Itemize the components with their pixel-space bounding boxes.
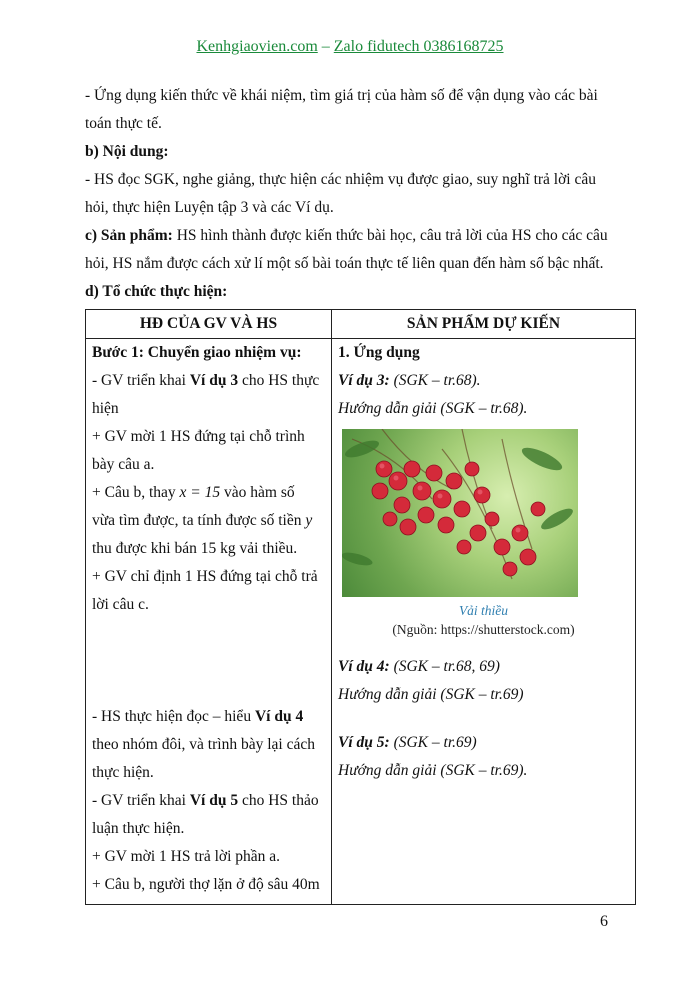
left-line: + GV mời 1 HS đứng tại chỗ trình xyxy=(92,428,305,445)
intro-block xyxy=(85,82,625,306)
step1-heading: Bước 1: Chuyển giao nhiệm vụ: xyxy=(92,344,302,361)
contact-link[interactable]: Zalo fidutech 0386168725 xyxy=(333,38,504,55)
left-line xyxy=(92,703,325,731)
example-ref: Ví dụ 3 xyxy=(189,372,239,389)
product-line-2: hỏi, HS nắm được cách xử lí một số bài toán thực tế liên quan đến hàm số bậc nhất. xyxy=(85,255,604,272)
content-line-2: hỏi, thực hiện Luyện tập 3 và các Ví dụ. xyxy=(85,199,334,216)
table-row xyxy=(86,339,636,905)
left-line: thực hiện. xyxy=(92,764,154,781)
left-line: bày câu a. xyxy=(92,456,155,473)
content-line-1: - HS đọc SGK, nghe giảng, thực hiện các nhiệm vụ được giao, suy nghĩ trả lời câu xyxy=(85,171,597,188)
activities-cell xyxy=(86,339,332,905)
example3-guide: Hướng dẫn giải (SGK – tr.68). xyxy=(338,400,528,417)
objective-line-1: - Ứng dụng kiến thức về khái niệm, tìm giá trị của hàm số để vận dụng vào các bài xyxy=(85,87,598,104)
example5-guide: Hướng dẫn giải (SGK – tr.69). xyxy=(338,762,528,779)
math-variable: y xyxy=(305,512,313,529)
spacer xyxy=(338,639,629,653)
example3-ref: (SGK – tr.68). xyxy=(389,372,481,389)
left-line: + GV mời 1 HS trả lời phần a. xyxy=(92,848,281,865)
product-text: HS hình thành được kiến thức bài học, câu trả lời của HS cho các câu xyxy=(172,227,608,244)
product-label: c) Sản phẩm: xyxy=(85,227,173,244)
page-number: 6 xyxy=(600,913,608,930)
example4-label: Ví dụ 4: xyxy=(338,658,390,675)
example3-line xyxy=(338,367,629,395)
example5-label: Ví dụ 5: xyxy=(338,734,390,751)
left-line: hiện xyxy=(92,400,119,417)
section-heading: 1. Ứng dụng xyxy=(338,344,420,361)
photo-caption xyxy=(338,601,629,639)
example4-ref: (SGK – tr.68, 69) xyxy=(389,658,500,675)
left-line xyxy=(92,367,325,395)
left-line: thu được khi bán 15 kg vải thiều. xyxy=(92,540,298,557)
photo-title: Vải thiều xyxy=(458,603,509,618)
organization-heading: d) Tổ chức thực hiện: xyxy=(85,283,228,300)
text-run: vừa tìm được, ta tính được số tiền xyxy=(92,512,306,529)
products-cell xyxy=(332,339,636,905)
table-header-row xyxy=(86,310,636,339)
content-heading: b) Nội dung: xyxy=(85,143,169,160)
left-line xyxy=(92,787,325,815)
text-run: - GV triển khai xyxy=(92,792,190,809)
header-separator: – xyxy=(317,38,334,55)
site-link[interactable]: Kenhgiaovien.com xyxy=(196,38,318,55)
left-line: theo nhóm đôi, và trình bày lại cách xyxy=(92,736,315,753)
text-run: vào hàm số xyxy=(220,484,295,501)
example3-label: Ví dụ 3: xyxy=(338,372,390,389)
example5-ref: (SGK – tr.69) xyxy=(389,734,477,751)
col-header-activities: HĐ CỦA GV VÀ HS xyxy=(86,310,332,339)
left-line: luận thực hiện. xyxy=(92,820,185,837)
spacer xyxy=(338,709,629,729)
example-ref: Ví dụ 5 xyxy=(189,792,239,809)
lychee-illustration xyxy=(342,429,578,597)
text-run: + Câu b, thay xyxy=(92,484,180,501)
example-ref: Ví dụ 4 xyxy=(254,708,304,725)
page-header xyxy=(0,38,700,56)
left-line: + GV chỉ định 1 HS đứng tại chỗ trả xyxy=(92,568,318,585)
left-line xyxy=(92,479,325,507)
text-run: cho HS thực xyxy=(238,372,320,389)
spacer xyxy=(92,619,325,703)
text-run: cho HS thảo xyxy=(238,792,319,809)
left-line: + Câu b, người thợ lặn ở độ sâu 40m xyxy=(92,876,320,893)
photo-source: (Nguồn: https://shutterstock.com) xyxy=(392,622,575,637)
objective-line-2: toán thực tế. xyxy=(85,115,162,132)
left-line: lời câu c. xyxy=(92,596,149,613)
text-run: - GV triển khai xyxy=(92,372,190,389)
col-header-products: SẢN PHẨM DỰ KIẾN xyxy=(332,310,636,339)
product-line-1 xyxy=(85,222,625,250)
lychee-photo xyxy=(342,429,578,597)
text-run: - HS thực hiện đọc – hiểu xyxy=(92,708,255,725)
example5-line xyxy=(338,729,629,757)
left-line xyxy=(92,507,325,535)
example4-line xyxy=(338,653,629,681)
activity-table xyxy=(85,309,636,905)
math-expression: x = 15 xyxy=(179,484,221,501)
example4-guide: Hướng dẫn giải (SGK – tr.69) xyxy=(338,686,524,703)
